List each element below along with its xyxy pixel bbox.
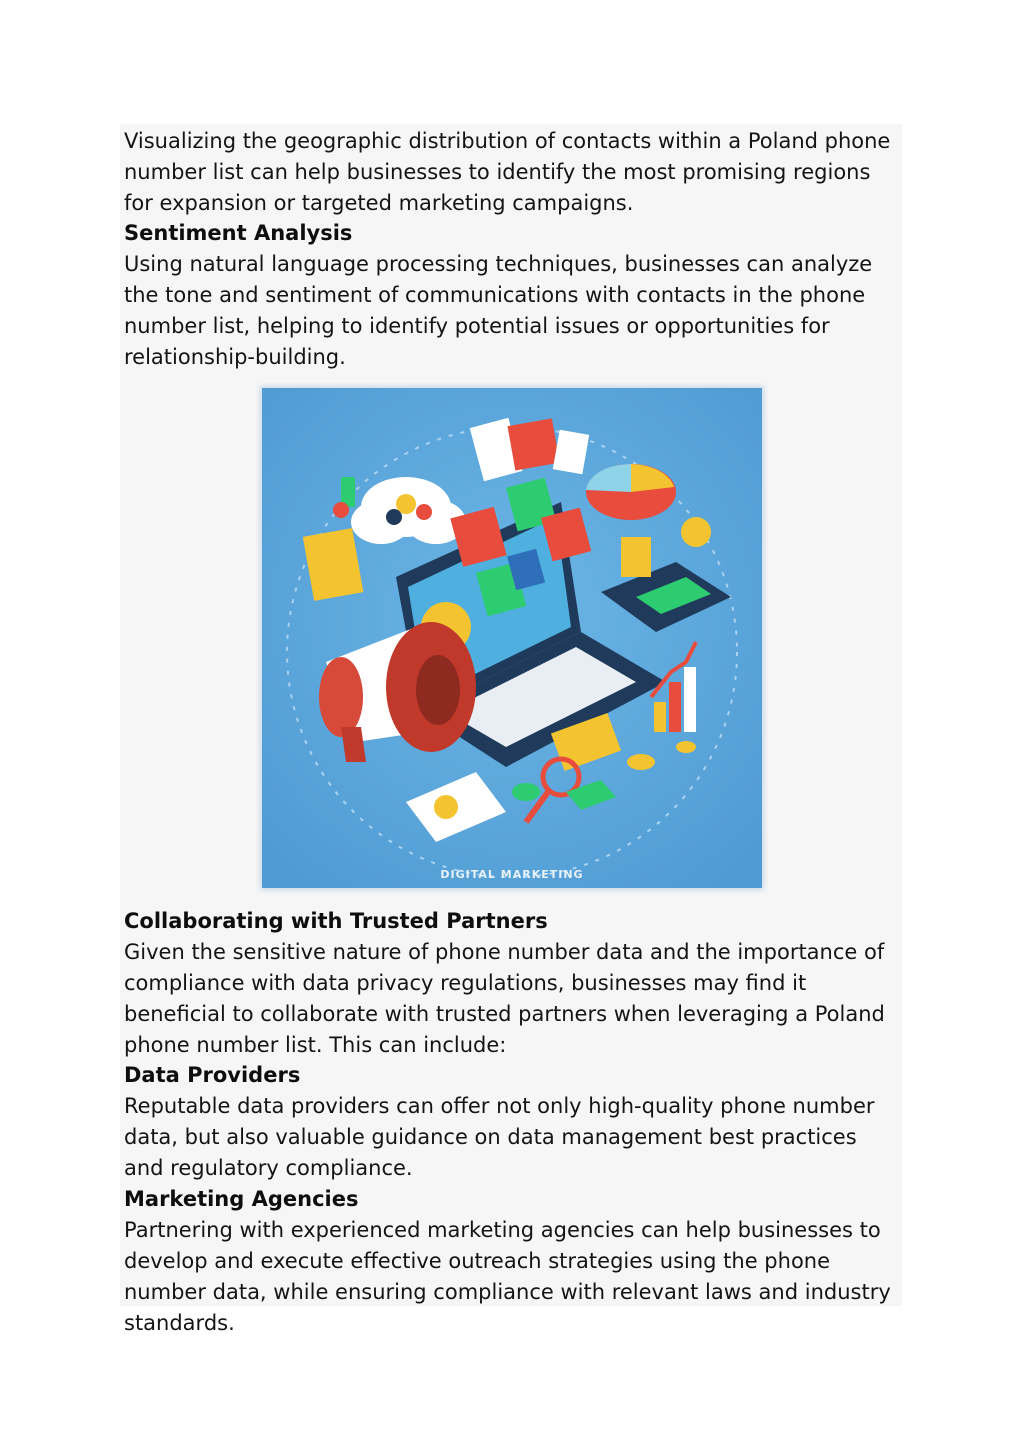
paragraph-marketing-agencies: Partnering with experienced marketing agencies can help businesses to develop and execute effective outreach strategies using the phone number data, while ensuring compliance with relevant laws and industry standards. <box>124 1218 891 1335</box>
heading-marketing-agencies: Marketing Agencies <box>124 1187 359 1211</box>
heading-collaborating: Collaborating with Trusted Partners <box>124 909 548 933</box>
paragraph-sentiment: Using natural language processing techniques, businesses can analyze the tone and sentiment of communications with contacts in the phone number list, helping to identify potential issues or opportunities for relationship-building. <box>124 252 873 369</box>
heading-sentiment-analysis: Sentiment Analysis <box>124 221 353 245</box>
paragraph-collaborating: Given the sensitive nature of phone number data and the importance of compliance with data privacy regulations, businesses may find it beneficial to collaborate with trusted partners when leveraging a Poland phone number list. This can include: <box>124 940 885 1057</box>
digital-marketing-illustration <box>256 382 768 894</box>
article-content <box>120 124 902 1335</box>
heading-data-providers: Data Providers <box>124 1063 301 1087</box>
pie-chart-icon <box>586 464 676 520</box>
illustration-caption: DIGITAL MARKETING <box>440 868 584 881</box>
paragraph-data-providers: Reputable data providers can offer not only high-quality phone number data, but also valuable guidance on data management best practices and regulatory compliance. <box>124 1094 875 1180</box>
paragraph-geographic: Visualizing the geographic distribution of contacts within a Poland phone number list can help businesses to identify the most promising regions for expansion or targeted marketing campaigns. <box>124 129 891 215</box>
